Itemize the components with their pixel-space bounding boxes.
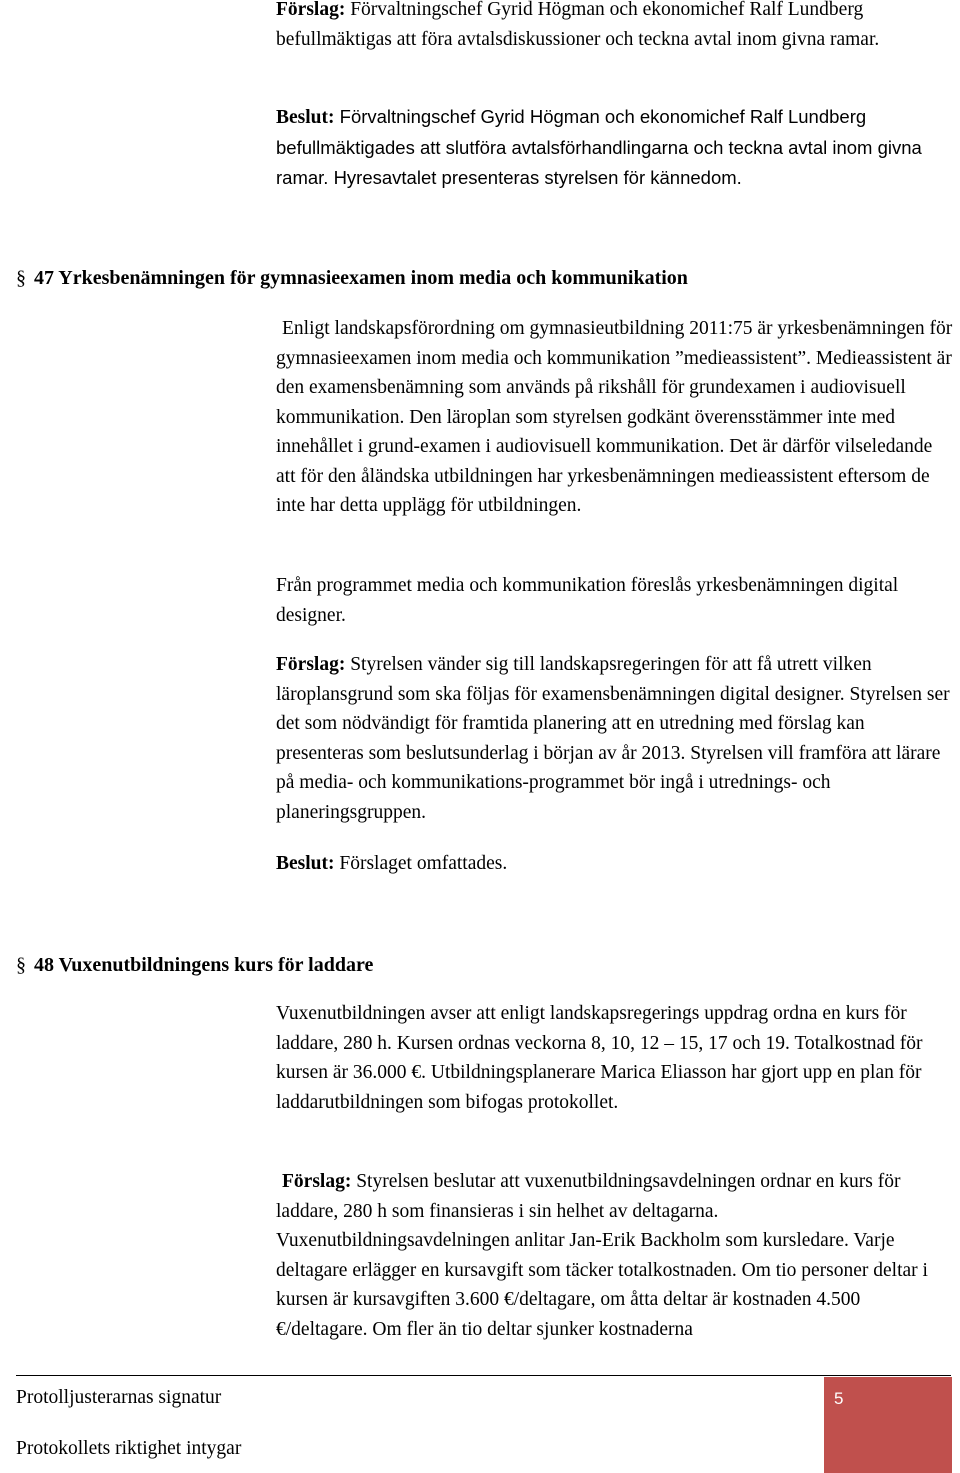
section-47-forslag-paragraph <box>276 650 956 827</box>
beslut-label: Beslut: <box>276 853 335 874</box>
forslag-label: Förslag: <box>276 0 346 20</box>
beslut-label: Beslut: <box>276 107 335 128</box>
section-47-beslut-text: Förslaget omfattades. <box>334 853 508 874</box>
section-48-title: 48 Vuxenutbildningens kurs för laddare <box>34 954 374 976</box>
top-forslag-text: Förvaltningschef Gyrid Högman och ekonomichef Ralf Lundberg befullmäktigas att föra avtalsdiskussioner och teckna avtal inom givna ramar. <box>276 0 880 50</box>
page-number-box <box>824 1377 952 1473</box>
forslag-label: Förslag: <box>282 1171 352 1192</box>
section-48-paragraph-1: Vuxenutbildningen avser att enligt landskapsregerings uppdrag ordna en kurs för laddare, 280 h. Kursen ordnas veckorna 8, 10, 12 – 15, 17 och 19. Totalkostnad för kursen är 36.000 €. Utbildningsplanerare Marica Eliasson har gjort upp en plan för laddarutbildningen som bifogas protokollet. <box>276 1003 923 1113</box>
section-symbol: § <box>16 954 26 976</box>
section-47-paragraph-1: Enligt landskapsförordning om gymnasieutbildning 2011:75 är yrkesbenämningen för gymnasieexamen inom media och kommunikation ”medieassistent”. Medieassistent är den examensbenämning som används på rikshåll för grundexamen i audiovisuell kommunikation. Den läroplan som styrelsen godkänt överensstämmer inte med innehållet i grund-examen i audiovisuell kommunikation. Det är därför vilseledande att för den åländska utbildningen har yrkesbenämningen medieassistent eftersom de inte har detta upplägg för utbildningen. <box>276 318 953 516</box>
section-47-paragraph-2: Från programmet media och kommunikation föreslås yrkesbenämningen digital designer. <box>276 575 899 626</box>
footer-divider <box>16 1375 951 1376</box>
footer-signature-label: Protolljusterarnas signatur <box>16 1387 222 1408</box>
top-beslut-text: Förvaltningschef Gyrid Högman och ekonomichef Ralf Lundberg befullmäktigades att slutföra avtalsförhandlingarna och teckna avtal inom givna ramar. Hyresavtalet presenteras styrelsen för kännedom. <box>276 106 922 188</box>
section-47-heading <box>16 263 688 293</box>
section-48-forslag-paragraph <box>276 1167 956 1344</box>
section-48-forslag-text: Styrelsen beslutar att vuxenutbildningsavdelningen ordnar en kurs för laddare, 280 h som finansieras i sin helhet av deltagarna. Vuxenutbildningsavdelningen anlitar Jan-Erik Backholm som kursledare. Varje deltagare erlägger en kursavgift som täcker totalkostnaden. Om tio personer deltar i kursen är kursavgiften 3.600 €/deltagare, om åtta deltar är kostnaden 4.500 €/deltagare. Om fler än tio deltar sjunker kostnaderna <box>276 1171 928 1340</box>
section-47-title: 47 Yrkesbenämningen för gymnasieexamen inom media och kommunikation <box>34 267 688 289</box>
page-number: 5 <box>834 1389 844 1408</box>
section-48-heading <box>16 950 373 980</box>
footer-verification-label: Protokollets riktighet intygar <box>16 1438 242 1459</box>
section-symbol: § <box>16 267 26 289</box>
top-beslut-paragraph <box>276 102 956 194</box>
section-47-forslag-text: Styrelsen vänder sig till landskapsregeringen för att få utrett vilken läroplansgrund som ska följas för examensbenämningen digital designer. Styrelsen ser det som nödvändigt för framtida planering att en utredning med förslag kan presenteras som beslutsunderlag i början av år 2013. Styrelsen vill framföra att lärare på media- och kommunikations-programmet bör ingå i utrednings- och planeringsgruppen. <box>276 654 950 823</box>
forslag-label: Förslag: <box>276 654 346 675</box>
section-47-beslut-paragraph <box>276 849 956 879</box>
top-forslag-paragraph <box>276 0 956 54</box>
